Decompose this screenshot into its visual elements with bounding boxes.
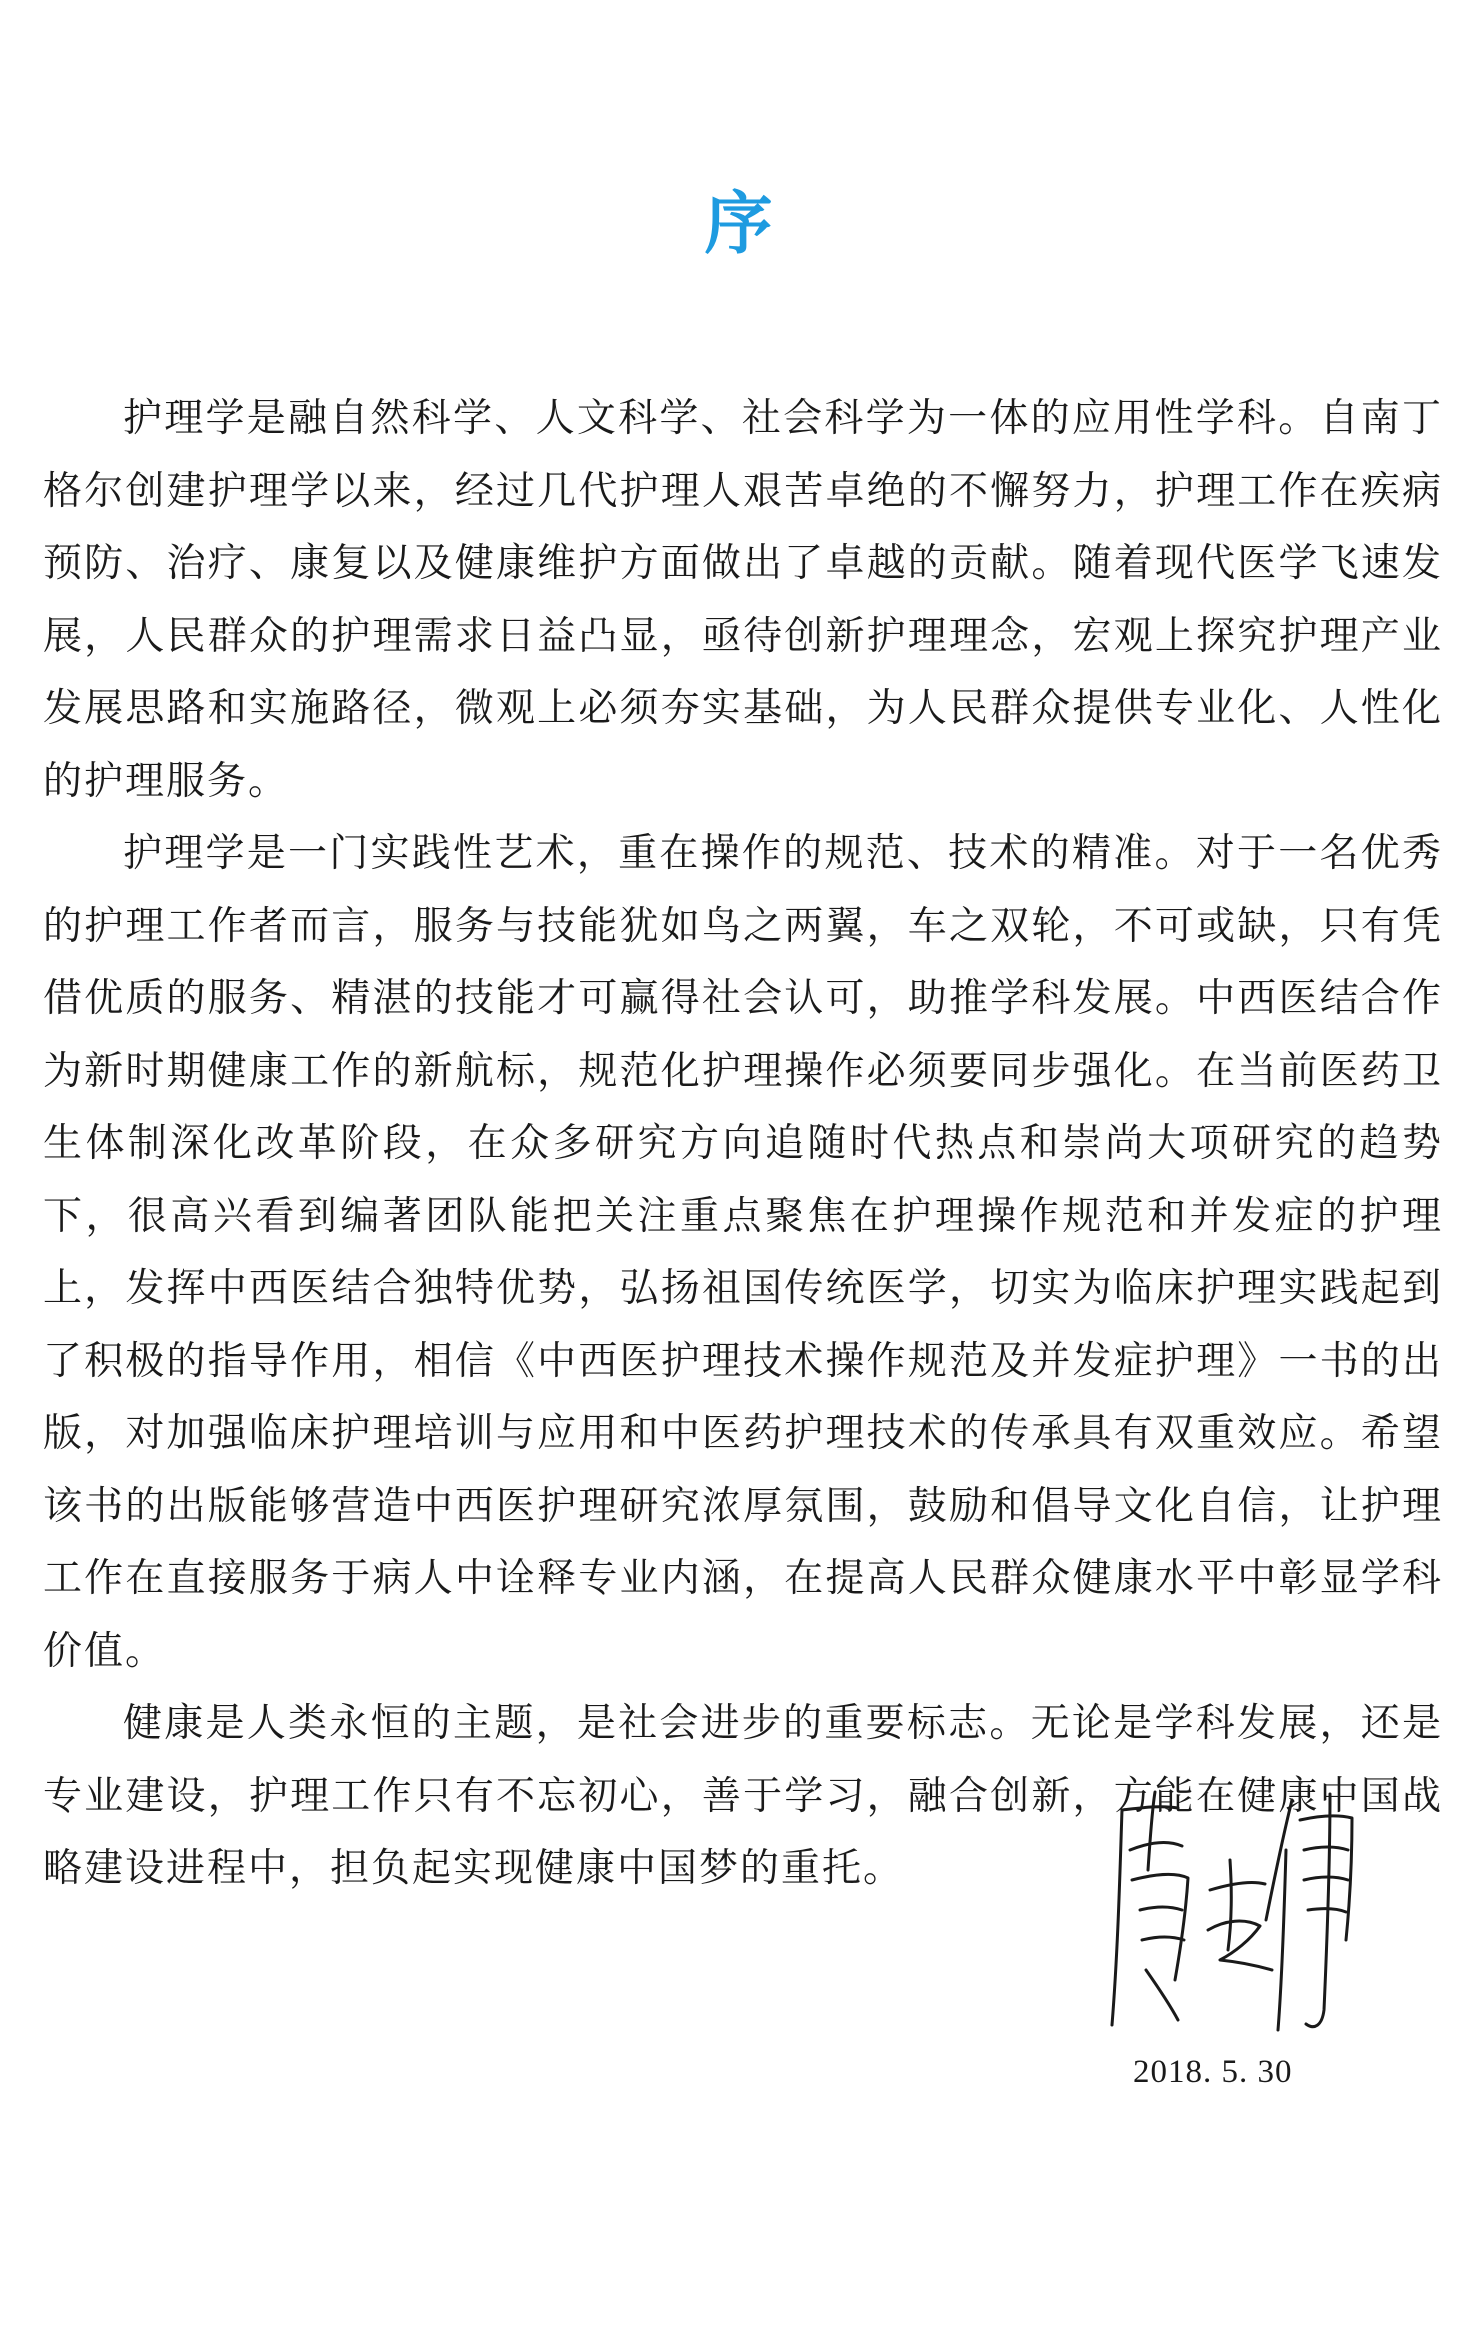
handwritten-signature	[1060, 1780, 1380, 2050]
paragraph-3: 健康是人类永恒的主题，是社会进步的重要标志。无论是学科发展，还是专业建设，护理工作只有不忘初心，善于学习，融合创新，方能在健康中国战略建设进程中，担负起实现健康中国梦的重托。	[43, 1701, 1443, 1891]
page-title: 序	[704, 185, 773, 264]
signature-date: 2018. 5. 30	[1133, 2054, 1293, 2090]
paragraph-2: 护理学是一门实践性艺术，重在操作的规范、技术的精准。对于一名优秀的护理工作者而言，服务与技能犹如鸟之两翼，车之双轮，不可或缺，只有凭借优质的服务、精湛的技能才可赢得社会认可，助推学科发展。中西医结合作为新时期健康工作的新航标，规范化护理操作必须要同步强化。在当前医药卫生体制深化改革阶段，在众多研究方向追随时代热点和崇尚大项研究的趋势下，很高兴看到编著团队能把关注重点聚焦在护理操作规范和并发症的护理上，发挥中西医结合独特优势，弘扬祖国传统医学，切实为临床护理实践起到了积极的指导作用，相信《中西医护理技术操作规范及并发症护理》一书的出版，对加强临床护理培训与应用和中医药护理技术的传承具有双重效应。希望该书的出版能够营造中西医护理研究浓厚氛围，鼓励和倡导文化自信，让护理工作在直接服务于病人中诠释专业内涵，在提高人民群众健康水平中彰显学科价值。	[43, 831, 1443, 1674]
preface-body	[43, 383, 1443, 1906]
paragraph-1: 护理学是融自然科学、人文科学、社会科学为一体的应用性学科。自南丁格尔创建护理学以来，经过几代护理人艰苦卓绝的不懈努力，护理工作在疾病预防、治疗、康复以及健康维护方面做出了卓越的贡献。随着现代医学飞速发展，人民群众的护理需求日益凸显，亟待创新护理理念，宏观上探究护理产业发展思路和实施路径，微观上必须夯实基础，为人民群众提供专业化、人性化的护理服务。	[43, 396, 1443, 804]
